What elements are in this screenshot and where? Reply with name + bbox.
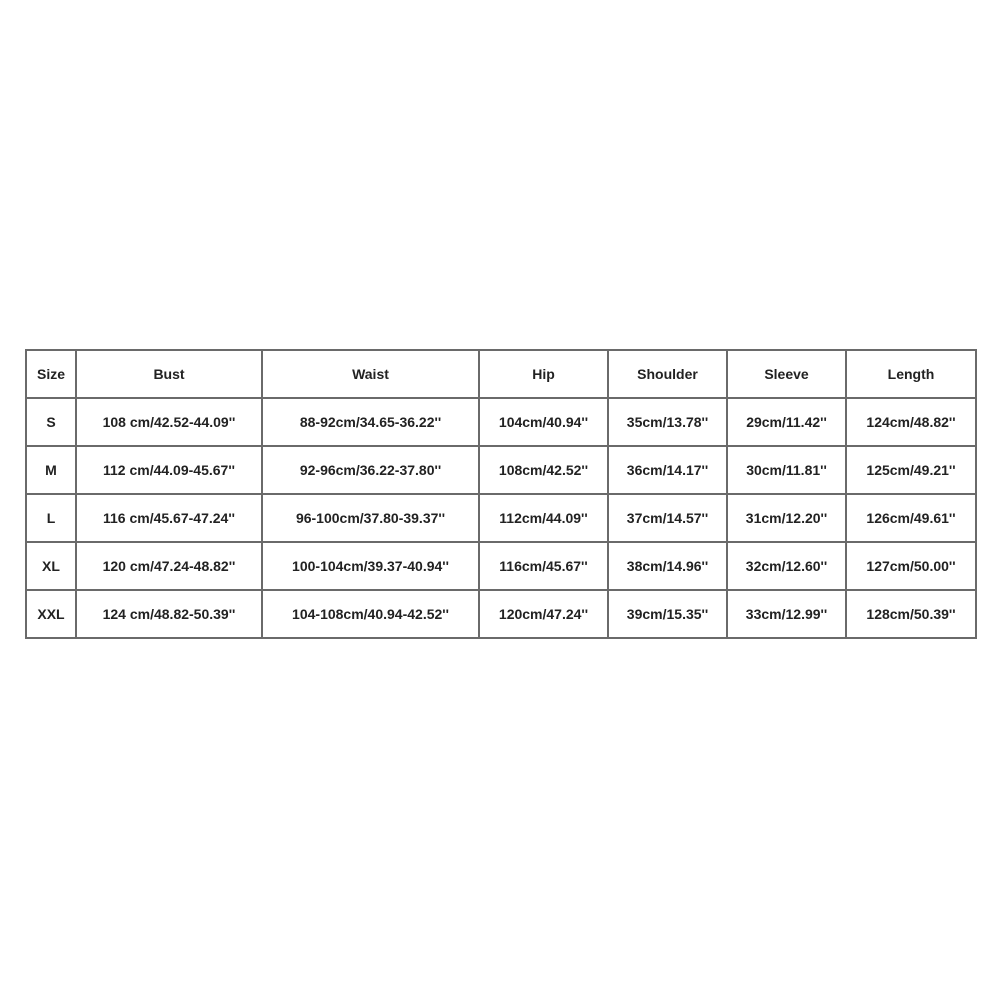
cell-hip: 112cm/44.09'' <box>479 494 608 542</box>
cell-sleeve: 30cm/11.81'' <box>727 446 846 494</box>
cell-bust: 108 cm/42.52-44.09'' <box>76 398 262 446</box>
header-shoulder: Shoulder <box>608 350 727 398</box>
cell-bust: 120 cm/47.24-48.82'' <box>76 542 262 590</box>
cell-length: 128cm/50.39'' <box>846 590 976 638</box>
cell-sleeve: 33cm/12.99'' <box>727 590 846 638</box>
size-chart-table <box>25 349 977 639</box>
header-hip: Hip <box>479 350 608 398</box>
cell-sleeve: 29cm/11.42'' <box>727 398 846 446</box>
cell-shoulder: 39cm/15.35'' <box>608 590 727 638</box>
cell-hip: 104cm/40.94'' <box>479 398 608 446</box>
cell-length: 127cm/50.00'' <box>846 542 976 590</box>
cell-waist: 88-92cm/34.65-36.22'' <box>262 398 479 446</box>
cell-shoulder: 35cm/13.78'' <box>608 398 727 446</box>
header-bust: Bust <box>76 350 262 398</box>
cell-hip: 108cm/42.52'' <box>479 446 608 494</box>
cell-sleeve: 31cm/12.20'' <box>727 494 846 542</box>
cell-size: XL <box>26 542 76 590</box>
cell-bust: 116 cm/45.67-47.24'' <box>76 494 262 542</box>
cell-bust: 124 cm/48.82-50.39'' <box>76 590 262 638</box>
cell-length: 125cm/49.21'' <box>846 446 976 494</box>
header-sleeve: Sleeve <box>727 350 846 398</box>
table-row <box>26 446 976 494</box>
cell-waist: 100-104cm/39.37-40.94'' <box>262 542 479 590</box>
header-size: Size <box>26 350 76 398</box>
table-row <box>26 590 976 638</box>
cell-hip: 116cm/45.67'' <box>479 542 608 590</box>
header-row <box>26 350 976 398</box>
table-row <box>26 494 976 542</box>
cell-size: L <box>26 494 76 542</box>
cell-shoulder: 36cm/14.17'' <box>608 446 727 494</box>
cell-size: XXL <box>26 590 76 638</box>
cell-size: S <box>26 398 76 446</box>
table-row <box>26 398 976 446</box>
cell-size: M <box>26 446 76 494</box>
cell-sleeve: 32cm/12.60'' <box>727 542 846 590</box>
cell-waist: 96-100cm/37.80-39.37'' <box>262 494 479 542</box>
header-waist: Waist <box>262 350 479 398</box>
cell-shoulder: 38cm/14.96'' <box>608 542 727 590</box>
cell-bust: 112 cm/44.09-45.67'' <box>76 446 262 494</box>
cell-waist: 92-96cm/36.22-37.80'' <box>262 446 479 494</box>
cell-length: 124cm/48.82'' <box>846 398 976 446</box>
cell-shoulder: 37cm/14.57'' <box>608 494 727 542</box>
header-length: Length <box>846 350 976 398</box>
cell-length: 126cm/49.61'' <box>846 494 976 542</box>
table-row <box>26 542 976 590</box>
cell-waist: 104-108cm/40.94-42.52'' <box>262 590 479 638</box>
cell-hip: 120cm/47.24'' <box>479 590 608 638</box>
